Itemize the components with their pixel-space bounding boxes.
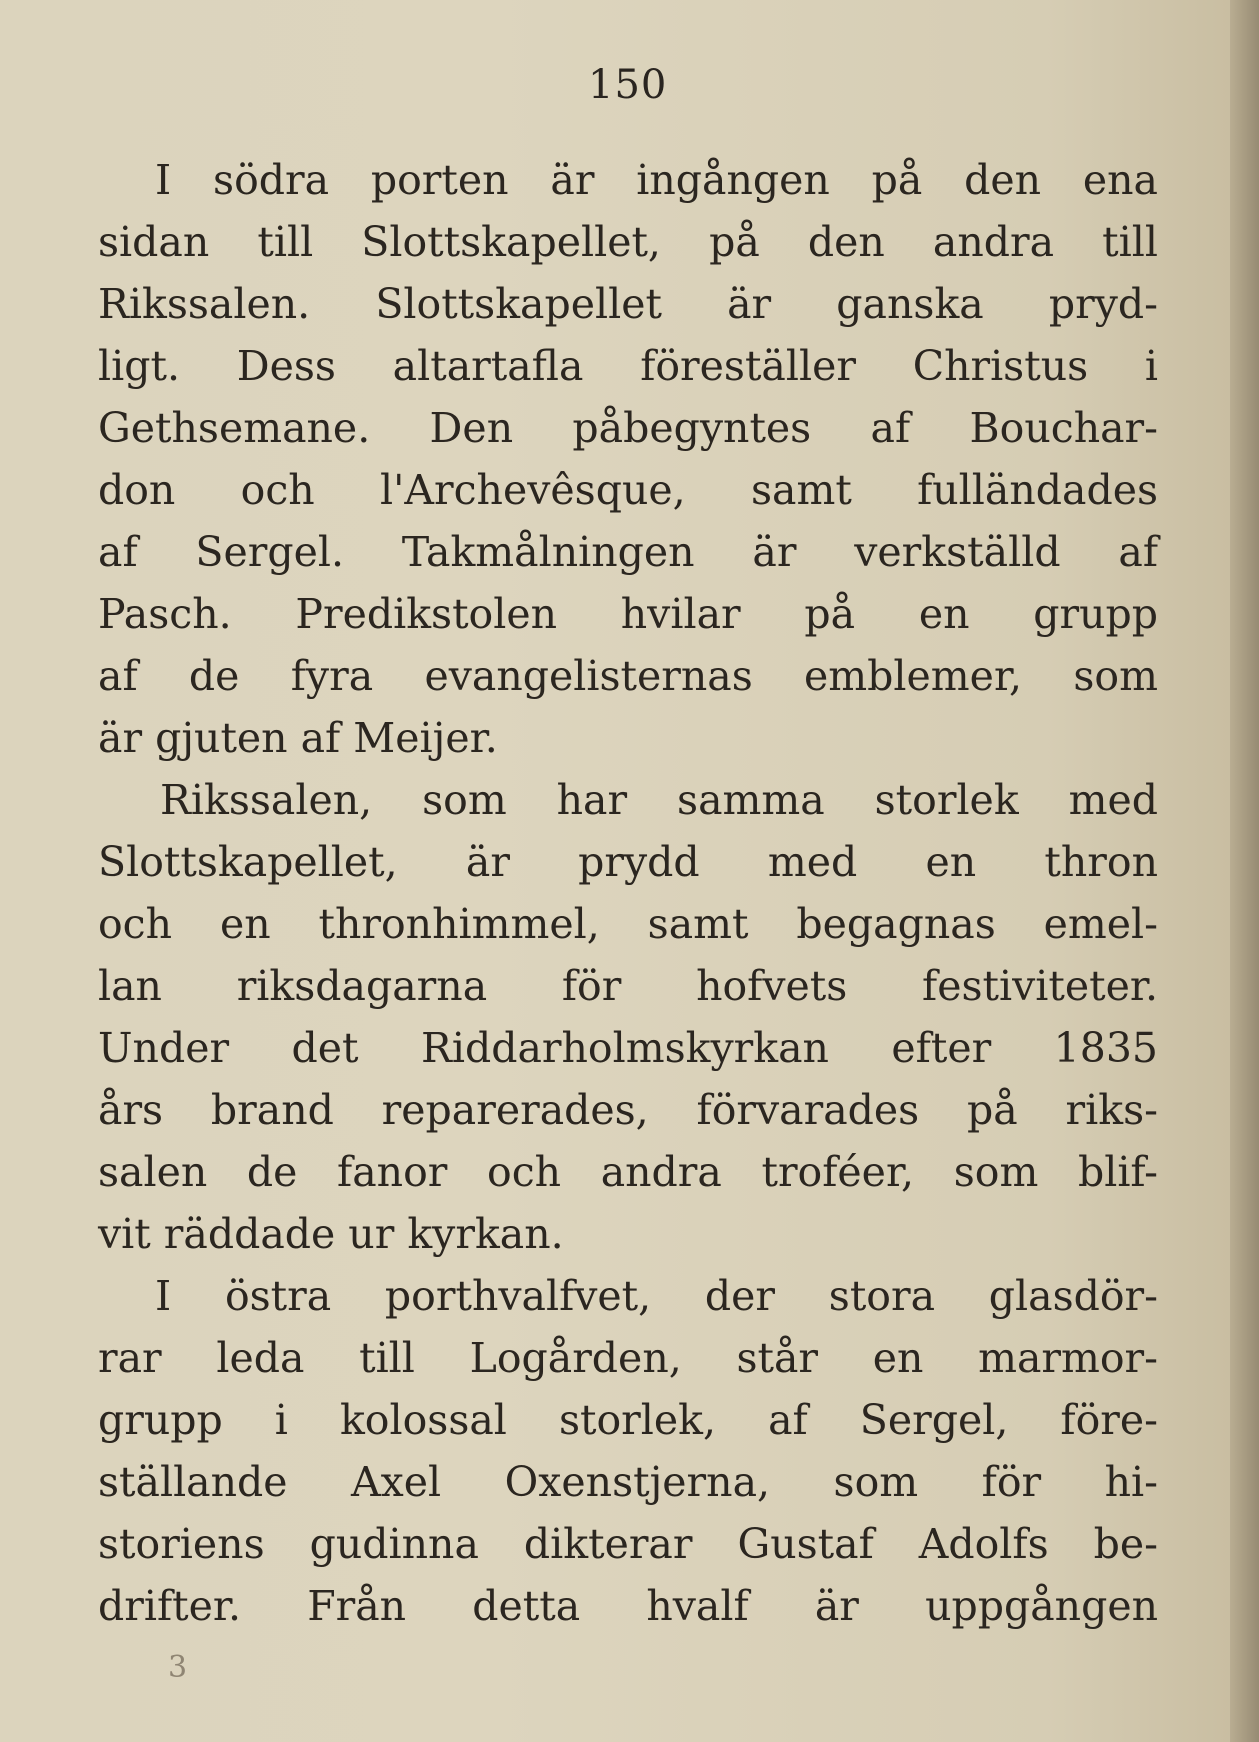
text-line: års brand reparerades, förvarades på riks- [98,1086,1158,1134]
text-line: af de fyra evangelisternas emblemer, som [98,652,1158,700]
text-line: vit räddade ur kyrkan. [98,1210,564,1258]
page-edge [1230,0,1259,1742]
text-line: Rikssalen. Slottskapellet är ganska pryd- [98,280,1158,328]
text-line: Rikssalen, som har samma storlek med [160,776,1158,824]
text-line: Gethsemane. Den påbegyntes af Bouchar- [98,404,1158,452]
text-line: I östra porthvalfvet, der stora glasdör- [155,1272,1158,1320]
text-line: är gjuten af Meijer. [98,714,498,762]
text-line: Slottskapellet, är prydd med en thron [98,838,1158,886]
text-line: storiens gudinna dikterar Gustaf Adolfs be- [98,1520,1158,1568]
text-line: ligt. Dess altartafla föreställer Christus i [98,342,1158,390]
text-line: I södra porten är ingången på den ena [155,156,1158,204]
text-line: Pasch. Predikstolen hvilar på en grupp [98,590,1158,638]
text-line: sidan till Slottskapellet, på den andra till [98,218,1158,266]
text-line: af Sergel. Takmålningen är verkställd af [98,528,1158,576]
text-line: rar leda till Logården, står en marmor- [98,1334,1158,1382]
text-line: ställande Axel Oxenstjerna, som för hi- [98,1458,1158,1506]
text-line: don och l'Archevêsque, samt fulländades [98,466,1158,514]
text-line: och en thronhimmel, samt begagnas emel- [98,900,1158,948]
text-line: salen de fanor och andra troféer, som blif- [98,1148,1158,1196]
text-line: drifter. Från detta hvalf är uppgången [98,1582,1158,1630]
signature-mark: 3 [168,1650,188,1685]
text-line: Under det Riddarholmskyrkan efter 1835 [98,1024,1158,1072]
text-line: lan riksdagarna för hofvets festiviteter. [98,962,1158,1010]
text-line: grupp i kolossal storlek, af Sergel, före- [98,1396,1158,1444]
page-number: 150 [588,62,668,108]
